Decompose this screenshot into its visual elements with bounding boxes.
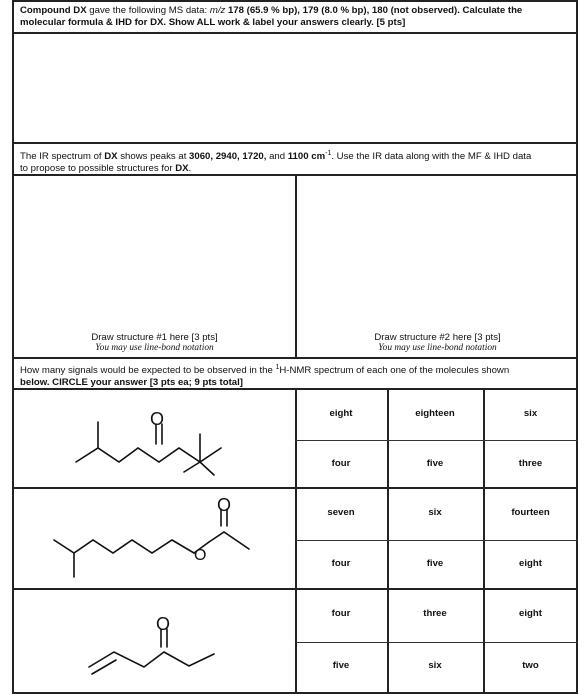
answer-option[interactable]: seven bbox=[327, 507, 355, 518]
answer-option[interactable]: four bbox=[331, 608, 351, 619]
answer-option[interactable]: six bbox=[428, 507, 442, 518]
oxygen-label: O bbox=[194, 547, 207, 564]
answer-option[interactable]: six bbox=[523, 408, 538, 419]
question-1-text: Compound DX gave the following MS data: m/z 178 (65.9 % bp), 179 (8.0 % bp), 180 (not observed). Calculate the molecular formula & IHD for DX. Show ALL work & label your answers clearly. [5 pts] bbox=[20, 5, 523, 28]
grid-divider bbox=[295, 440, 578, 441]
oxygen-label: O bbox=[156, 614, 171, 634]
answer-option[interactable]: five bbox=[332, 660, 350, 671]
structure-1-label: Draw structure #1 here [3 pts] You may use line-bond notation bbox=[91, 332, 218, 353]
worksheet bbox=[12, 0, 578, 694]
answer-option[interactable]: eight bbox=[519, 558, 542, 569]
answer-option[interactable]: two bbox=[522, 660, 539, 671]
answer-option[interactable]: six bbox=[428, 660, 442, 671]
question-3-text: How many signals would be expected to be observed in the $^1$H-NMR spectrum of each one of the molecules shown below. CIRCLE your answer [3 pts ea; 9 pts total] bbox=[20, 364, 510, 388]
answer-option[interactable]: eight bbox=[519, 608, 542, 619]
grid-divider bbox=[295, 642, 578, 643]
grid-divider bbox=[295, 540, 578, 541]
answer-option[interactable]: three bbox=[518, 458, 543, 469]
answer-option[interactable]: eight bbox=[329, 408, 353, 419]
answer-option[interactable]: eighteen bbox=[415, 408, 455, 419]
molecule-drawings bbox=[14, 2, 576, 692]
answer-option[interactable]: three bbox=[423, 608, 447, 619]
oxygen-label: O bbox=[150, 409, 165, 429]
answer-option[interactable]: five bbox=[426, 558, 444, 569]
question-2-text: The IR spectrum of DX shows peaks at 3060, 2940, 1720, and 1100 $cm^{-1}$. Use the IR data along with the MF & IHD data to propose to possible structures for DX. bbox=[20, 150, 532, 174]
answer-option[interactable]: five bbox=[426, 458, 444, 469]
answer-option[interactable]: four bbox=[331, 458, 351, 469]
answer-option[interactable]: fourteen bbox=[511, 507, 550, 518]
answer-option[interactable]: four bbox=[331, 558, 351, 569]
structure-2-label: Draw structure #2 here [3 pts] You may use line-bond notation bbox=[374, 332, 501, 353]
oxygen-label: O bbox=[217, 495, 232, 515]
